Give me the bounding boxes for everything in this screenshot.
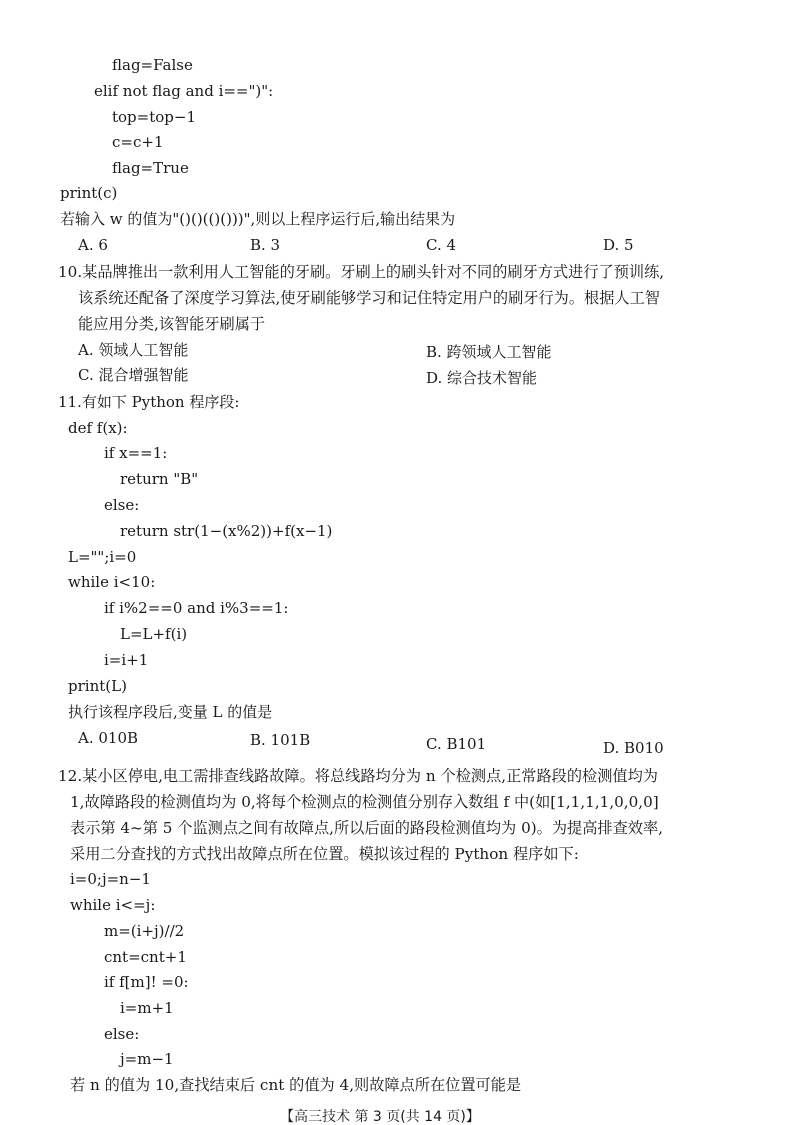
code-line: j=m−1 [120,1050,174,1068]
option-d: D. 综合技术智能 [426,369,538,387]
code-line: i=m+1 [120,999,174,1017]
code-line: print(c) [60,184,118,202]
question-10-line: 能应用分类,该智能牙刷属于 [78,315,266,333]
option-c: C. B101 [426,735,487,753]
code-line: print(L) [68,677,127,695]
code-line: def f(x): [68,419,128,437]
option-a: A. 6 [78,236,108,254]
code-line: flag=True [112,159,189,177]
option-d: D. 5 [603,236,634,254]
option-b: B. 3 [250,236,281,254]
code-line: while i<=j: [70,896,156,914]
question-12-line: 表示第 4~第 5 个监测点之间有故障点,所以后面的路段检测值均为 0)。为提高排查效率, [70,819,663,837]
question-prompt: 执行该程序段后,变量 L 的值是 [68,703,273,721]
code-line: if f[m]! =0: [104,973,189,991]
question-12-line: 采用二分查找的方式找出故障点所在位置。模拟该过程的 Python 程序如下: [70,845,579,863]
code-line: top=top−1 [112,108,197,126]
question-10-line: 该系统还配备了深度学习算法,使牙刷能够学习和记住特定用户的刷牙行为。根据人工智 [78,289,660,307]
code-line: L="";i=0 [68,548,137,566]
code-line: while i<10: [68,573,156,591]
question-prompt: 若输入 w 的值为"()()(()()))",则以上程序运行后,输出结果为 [60,210,456,228]
question-prompt: 若 n 的值为 10,查找结束后 cnt 的值为 4,则故障点所在位置可能是 [70,1076,522,1094]
code-line: else: [104,496,140,514]
page-footer: 【高三技术 第 3 页(共 14 页)】 [280,1109,480,1125]
question-10-line: 10.某品牌推出一款利用人工智能的牙刷。牙刷上的刷头针对不同的刷牙方式进行了预训练, [58,263,665,281]
code-line: i=i+1 [104,651,149,669]
code-line: if i%2==0 and i%3==1: [104,599,289,617]
code-line: L=L+f(i) [120,625,188,643]
question-11-stem: 11.有如下 Python 程序段: [58,393,240,411]
code-line: m=(i+j)//2 [104,922,185,940]
question-12-line: 12.某小区停电,电工需排查线路故障。将总线路均分为 n 个检测点,正常路段的检测值均为 [58,767,658,785]
code-line: else: [104,1025,140,1043]
code-line: i=0;j=n−1 [70,870,151,888]
option-a: A. 领域人工智能 [78,341,189,359]
code-line: c=c+1 [112,133,164,151]
question-12-line: 1,故障路段的检测值均为 0,将每个检测点的检测值分别存入数组 f 中(如[1,1,1,1,0,0,0] [70,793,659,811]
option-c: C. 4 [426,236,457,254]
option-a: A. 010B [78,729,139,747]
option-b: B. 跨领域人工智能 [426,343,552,361]
option-c: C. 混合增强智能 [78,366,189,384]
code-line: return "B" [120,470,199,488]
code-line: flag=False [112,56,193,74]
option-d: D. B010 [603,739,664,757]
option-b: B. 101B [250,731,311,749]
code-line: elif not flag and i==")": [94,82,274,100]
code-line: return str(1−(x%2))+f(x−1) [120,522,333,540]
code-line: if x==1: [104,444,168,462]
code-line: cnt=cnt+1 [104,948,187,966]
